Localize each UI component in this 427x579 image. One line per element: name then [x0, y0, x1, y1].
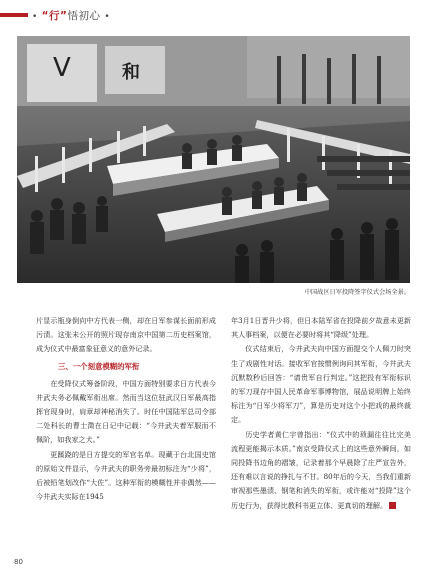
- article-end-mark-icon: [389, 502, 396, 509]
- photo-caption: 中国战区日军投降签字仪式会场全景。: [304, 289, 410, 296]
- section-heading: 三、一个刻意模糊的军衔: [58, 361, 140, 371]
- svg-text:V: V: [53, 53, 71, 83]
- page-header: [0, 0, 427, 30]
- left-paragraph-2: 在受降仪式筹备阶段，中国方面特别要求日方代表今井武夫务必佩戴军衔出席。然而当这位驻武汉日军最高指挥官现身时，肩章却神秘消失了。时任中国陆军总司令部二处科长的曹士澂在日记中记载：“今井武夫着军服而不佩阶，如我家之犬。”: [36, 378, 216, 445]
- header-quote-word: “行”: [41, 10, 68, 22]
- historical-photo: [17, 36, 410, 283]
- header-accent-bar: [0, 13, 28, 17]
- left-text-column: [36, 314, 216, 504]
- left-paragraph-3: 更蹊跷的是日方提交的军官名单。现藏于台北国史馆的原始文件显示，今井武夫的职务旁最初标注为“少将”，后被铅笔划改作“大佐”。这种军衔的模糊性并非偶然——今井武夫实际在1945: [36, 449, 216, 502]
- photo-sign-text: 和: [122, 62, 140, 83]
- header-dot-left: •: [32, 12, 38, 22]
- right-paragraph-1: 年3月1日晋升少将，但日本陆军省在投降前夕故意未更新其人事档案，以便在必要时将其“降级”处理。: [231, 316, 411, 340]
- page-number: 80: [14, 558, 23, 566]
- right-paragraph-3: [231, 428, 411, 513]
- left-paragraph-1: 片显示瓶身倒向中方代表一侧，却在日军参谋长面前形成污渍。这张未公开的照片现存南京中国第二历史档案馆，成为仪式中最富象征意义的意外记录。: [36, 316, 216, 354]
- right-paragraph-3-text: 历史学者黄仁宇曾指出：“仪式中的琐漏往往比完美流程更能揭示本质。”南京受降仪式上的这些意外瞬间，如同投降书边角的褶皱，记录着那个早晨除了庄严宣告外，还有难以言说的挣扎与不甘。80年后的今天，当我们重新审视那些墨渍、钢笔和消失的军衔，或许能对“投降”这个历史行为，获得比教科书更立体、更真切的理解。: [231, 429, 411, 510]
- right-paragraph-2: 仪式结束后，今井武夫向中国方面提交个人佩刀时突生了戏剧性对话。接收军官按惯例询问其军衔，今井武夫沉默数秒后回答：“请贵军自行判定。”这把投有军衔标识的军刀现存中国人民革命军事博物馆，展品说明牌上始终标注为“日军少将军刀”，算是历史对这个小把戏的最终裁定。: [231, 344, 411, 425]
- section-header-title: [32, 8, 110, 23]
- header-dot-right: •: [104, 12, 111, 22]
- header-title-rest: 悟初心: [67, 10, 101, 22]
- surrender-ceremony-photo: [17, 36, 410, 283]
- right-text-column: [231, 314, 411, 513]
